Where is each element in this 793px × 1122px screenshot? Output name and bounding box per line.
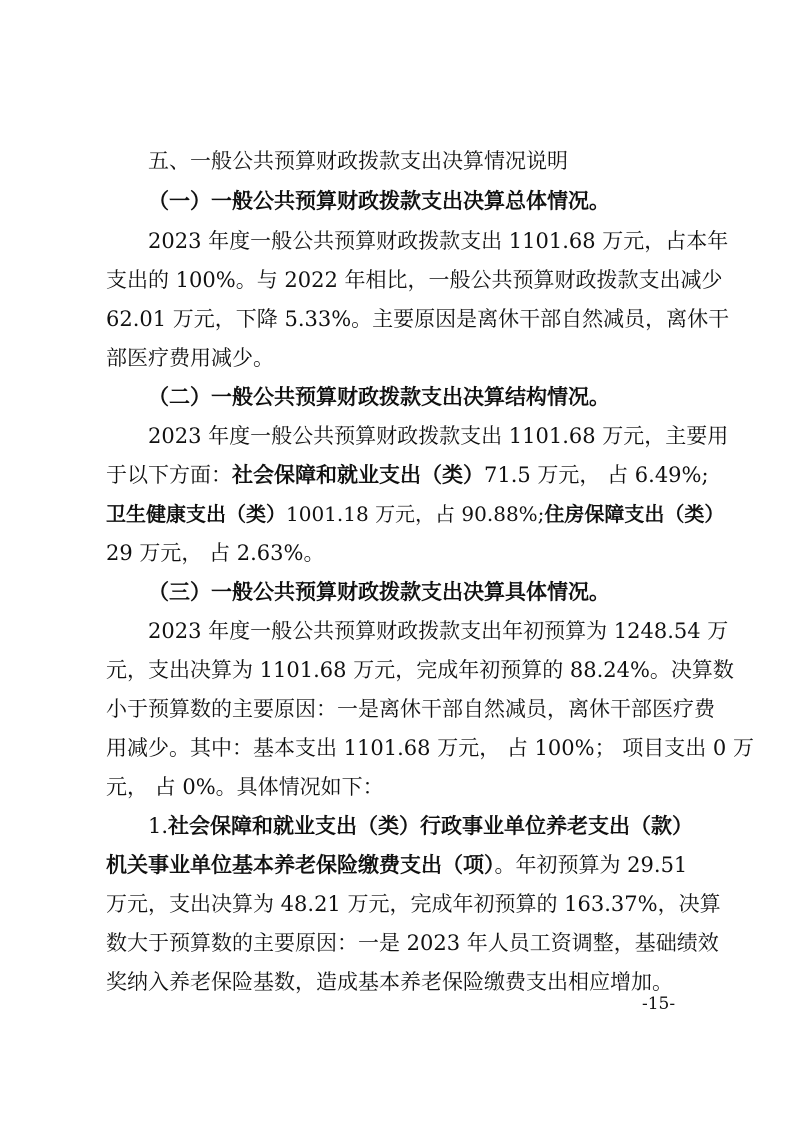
item1-line-4: 数大于预算数的主要原因：一是 2023 年人员工资调整，基础绩效 xyxy=(106,931,719,955)
part2-line-2 xyxy=(106,460,709,490)
item1-line-2 xyxy=(106,850,692,880)
item1-subcategory: 机关事业单位基本养老保险缴费支出（项） xyxy=(106,852,495,877)
part1-line-4: 部医疗费用减少。 xyxy=(106,346,274,370)
part3-line-1: 2023 年度一般公共预算财政拨款支出年初预算为 1248.54 万 xyxy=(148,619,729,643)
item1-line-3: 万元，支出决算为 48.21 万元，完成年初预算的 163.37%，决算 xyxy=(106,892,721,916)
social-security-item: 社会保障和就业支出（类） xyxy=(232,462,484,487)
part1-line-2: 支出的 100%。与 2022 年相比，一般公共预算财政拨款支出减少 xyxy=(106,268,723,292)
part3-heading: （三）一般公共预算财政拨款支出决算具体情况。 xyxy=(148,579,610,604)
housing-item: 住房保障支出（类） xyxy=(544,502,725,526)
item1-line-1 xyxy=(148,811,692,841)
page-number: -15- xyxy=(642,994,676,1014)
health-item: 卫生健康支出（类） xyxy=(106,502,286,526)
part1-line-3: 62.01 万元，下降 5.33%。主要原因是离休干部自然减员，离休干 xyxy=(106,307,730,331)
item1-line-5: 奖纳入养老保险基数，造成基本养老保险缴费支出相应增加。 xyxy=(106,970,673,994)
part3-line-2: 元，支出决算为 1101.68 万元，完成年初预算的 88.24%。决算数 xyxy=(106,658,734,682)
part1-heading: （一）一般公共预算财政拨款支出决算总体情况。 xyxy=(148,188,610,213)
part2-line-2-suffix: 71.5 万元， 占 6.49%; xyxy=(484,463,709,487)
section-title: 五、一般公共预算财政拨款支出决算情况说明 xyxy=(148,149,568,173)
part3-line-4: 用减少。其中：基本支出 1101.68 万元， 占 100%； 项目支出 0 万 xyxy=(106,736,754,760)
part2-heading: （二）一般公共预算财政拨款支出决算结构情况。 xyxy=(148,384,610,409)
part3-line-5: 元， 占 0%。具体情况如下： xyxy=(106,775,384,799)
part1-line-1: 2023 年度一般公共预算财政拨款支出 1101.68 万元，占本年 xyxy=(148,229,729,253)
part2-line-3 xyxy=(106,499,725,529)
item1-number: 1. xyxy=(148,814,169,838)
part2-line-3-mid: 1001.18 万元，占 90.88%; xyxy=(286,502,545,526)
item1-category: 社会保障和就业支出（类）行政事业单位养老支出（款） xyxy=(168,813,694,838)
part2-line-4: 29 万元， 占 2.63%。 xyxy=(106,541,325,565)
item1-line-2-suffix: 。年初预算为 29.51 xyxy=(494,853,688,877)
part3-line-3: 小于预算数的主要原因：一是离休干部自然减员，离休干部医疗费 xyxy=(106,697,715,721)
part2-line-1: 2023 年度一般公共预算财政拨款支出 1101.68 万元，主要用 xyxy=(148,424,729,448)
part2-line-2-prefix: 于以下方面： xyxy=(106,463,232,487)
